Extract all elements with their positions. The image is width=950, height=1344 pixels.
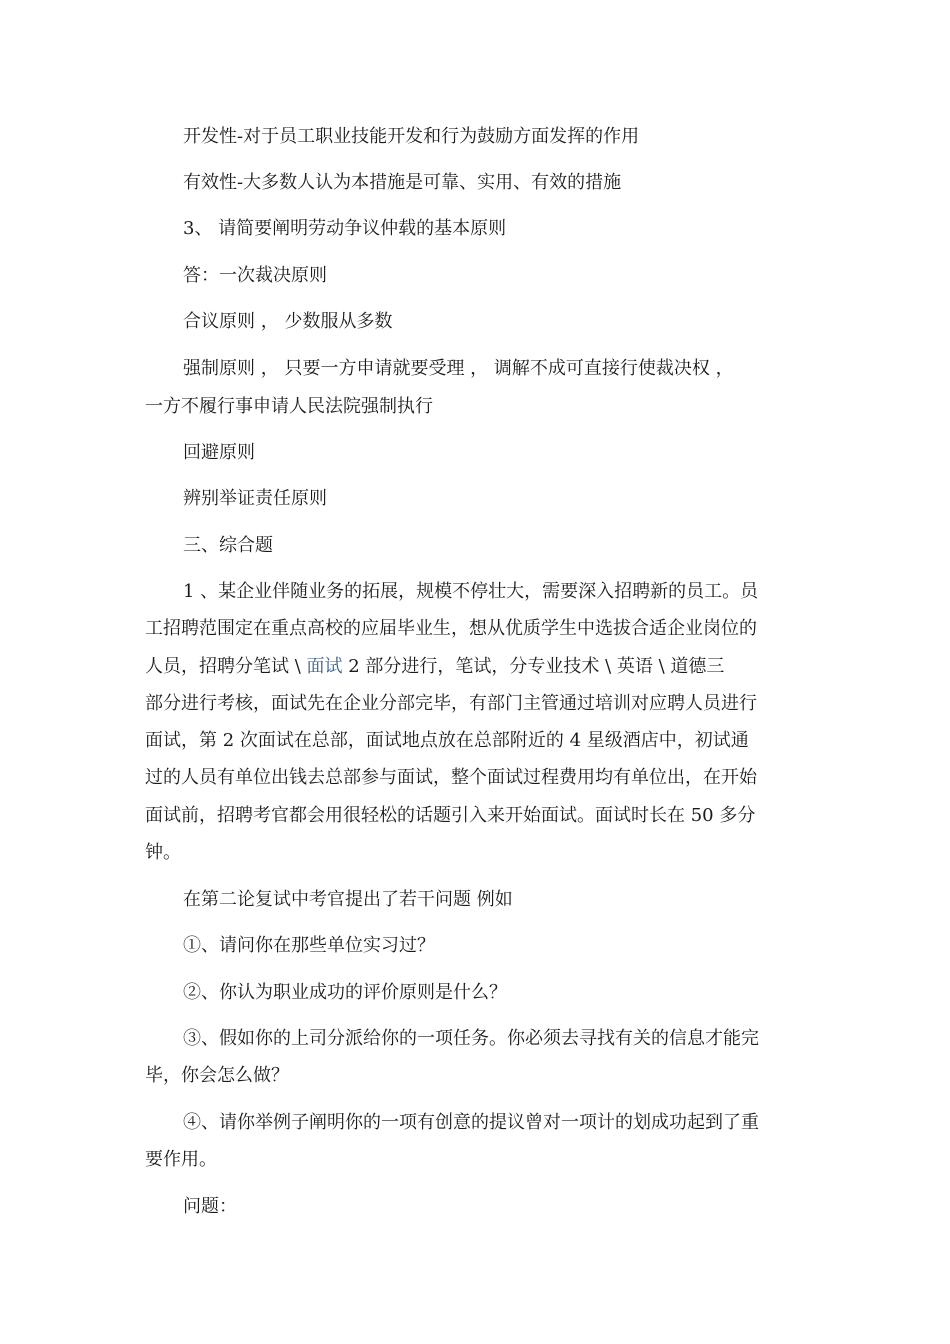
answer-line: 答：一次裁决原则 bbox=[183, 265, 327, 286]
list-item-continuation: 毕，你会怎么做？ bbox=[145, 1065, 289, 1086]
list-item-continuation: 要作用。 bbox=[145, 1149, 217, 1170]
paragraph-line: 面试，第 2 次面试在总部，面试地点放在总部附近的 4 星级酒店中，初试通 bbox=[145, 730, 749, 751]
paragraph-line: 有效性-大多数人认为本措施是可靠、实用、有效的措施 bbox=[183, 172, 622, 193]
paragraph-line: 工招聘范围定在重点高校的应届毕业生，想从优质学生中选拔合适企业岗位的 bbox=[145, 618, 757, 639]
paragraph-line: 一方不履行事申请人民法院强制执行 bbox=[145, 396, 433, 417]
paragraph-line: 辨别举证责任原则 bbox=[183, 488, 327, 509]
interview-link[interactable]: 面试 bbox=[306, 656, 343, 677]
paragraph-line: 1 、某企业伴随业务的拓展，规模不停壮大，需要深入招聘新的员工。员 bbox=[183, 581, 759, 602]
paragraph-line: 在第二论复试中考官提出了若干问题 例如 bbox=[183, 889, 513, 910]
list-item: ③、假如你的上司分派给你的一项任务。你必须去寻找有关的信息才能完 bbox=[183, 1028, 759, 1049]
text-span: 2 部分进行，笔试，分专业技术 \ 英语 \ 道德三 bbox=[342, 656, 725, 677]
section-heading: 三、综合题 bbox=[183, 535, 273, 556]
list-item: ①、请问你在那些单位实习过？ bbox=[183, 935, 435, 956]
question-label: 问题： bbox=[183, 1196, 237, 1217]
text-span: 人员，招聘分笔试 \ bbox=[145, 656, 307, 677]
paragraph-line: 过的人员有单位出钱去总部参与面试，整个面试过程费用均有单位出，在开始 bbox=[145, 767, 757, 788]
paragraph-line: 开发性-对于员工职业技能开发和行为鼓励方面发挥的作用 bbox=[183, 126, 640, 147]
paragraph-line: 面试前，招聘考官都会用很轻松的话题引入来开始面试。面试时长在 50 多分 bbox=[145, 805, 756, 826]
paragraph-line: 合议原则 ， 少数服从多数 bbox=[183, 311, 393, 332]
paragraph-line: 回避原则 bbox=[183, 442, 255, 463]
paragraph-line bbox=[145, 648, 795, 686]
list-item: ④、请你举例子阐明你的一项有创意的提议曾对一项计的划成功起到了重 bbox=[183, 1112, 759, 1133]
paragraph-line: 钟。 bbox=[145, 842, 181, 863]
question-heading: 3、 请简要阐明劳动争议仲载的基本原则 bbox=[183, 218, 507, 239]
list-item: ②、你认为职业成功的评价原则是什么？ bbox=[183, 982, 507, 1003]
paragraph-line: 部分进行考核，面试先在企业分部完毕，有部门主管通过培训对应聘人员进行 bbox=[145, 693, 757, 714]
paragraph-line: 强制原则 ， 只要一方申请就要受理 ， 调解不成可直接行使裁决权 ， bbox=[183, 358, 734, 379]
